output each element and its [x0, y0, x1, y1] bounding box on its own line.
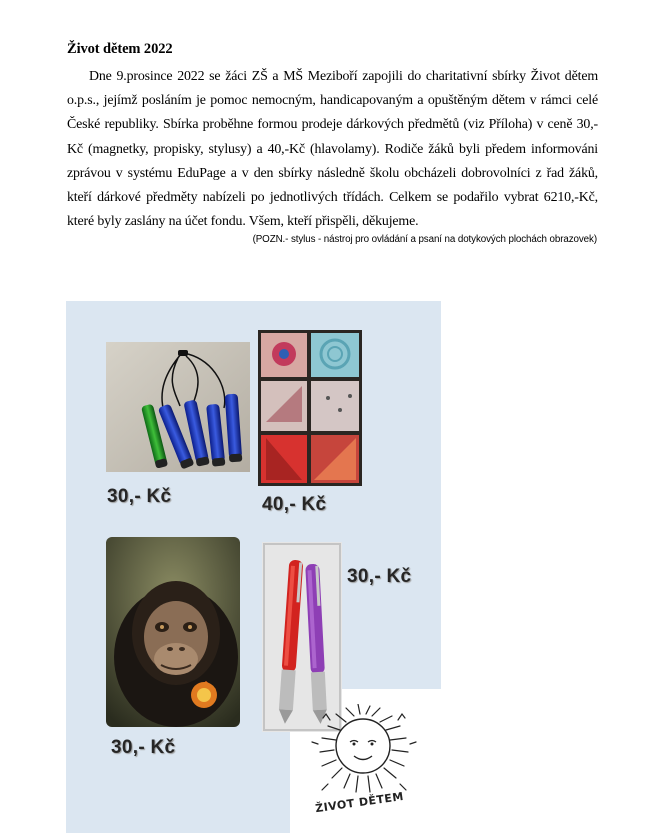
stylus-note: (POZN.- stylus - nástroj pro ovládání a psaní na dotykových plochách obrazovek)	[252, 234, 597, 245]
article-title: Život dětem 2022	[67, 41, 173, 57]
magnet-price: 30,- Kč	[111, 737, 176, 758]
zivot-detem-logo	[300, 704, 430, 835]
stylus-price: 30,- Kč	[107, 486, 172, 507]
logo-text: ŽIVOT DĚTEM	[314, 789, 405, 816]
puzzle-photo	[258, 330, 362, 486]
article-body: Dne 9.prosince 2022 se žáci ZŠ a MŠ Meziboří zapojili do charitativní sbírky Život dětem o.p.s., jejímž posláním je pomoc nemocným, handicapovaným a opuštěným dětem v rámci celé České republiky. Sbírka proběhne formou prodeje dárkových předmětů (viz Příloha) v ceně 30,-Kč (magnetky, propisky, stylusy) a 40,-Kč (hlavolamy). Rodiče žáků byli předem informováni zprávou v systému EduPage a v den sbírky následně školu obcházeli dobrovolníci z řad žáků, kteří dárkové předměty nabízeli po jednotlivých třídách. Celkem se podařilo vybrat 6210,-Kč, které byly zaslány na účet fondu. Všem, kteří přispěli, děkujeme.	[67, 69, 598, 230]
chimp-magnet-photo	[106, 537, 240, 727]
puzzle-price: 40,- Kč	[262, 494, 327, 515]
pens-price: 30,- Kč	[347, 566, 412, 587]
stylus-photo	[106, 342, 250, 472]
